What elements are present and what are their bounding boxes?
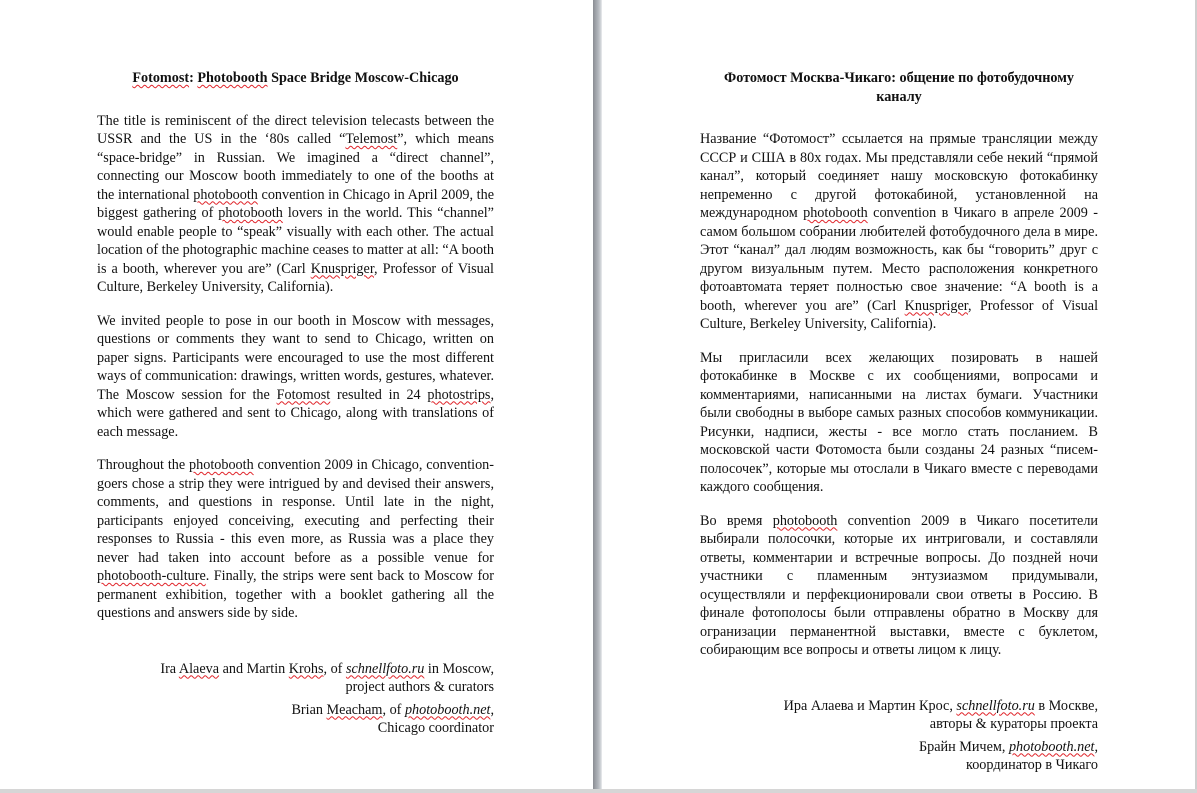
text: Ира Алаева и Мартин Крос, (783, 697, 957, 714)
paragraph-1 (97, 112, 494, 297)
spellcheck-word: photobooth (189, 457, 254, 473)
spellcheck-word: Meacham (326, 701, 383, 718)
credit-role: project authors & curators (345, 679, 494, 695)
text: , Professor of Visual Culture, Berkeley University, California). (700, 297, 1099, 332)
left-page-content (97, 69, 494, 742)
spellcheck-word: Knuspriger (904, 297, 968, 314)
credit-role: координатор в Чикаго (966, 757, 1098, 773)
text: Брайн Мичем, (918, 738, 1009, 755)
title-text: : (189, 70, 198, 86)
window-bottom-edge (0, 789, 1197, 793)
text: We invited people to pose in our booth in Moscow with messages, questions or comments they want to send to Chicago, written on paper signs. Participants were encouraged to use the most different ways of communication: drawings, written words, gestures, whatever. The Moscow session for the (97, 312, 494, 403)
text: Brian (291, 701, 327, 718)
right-page-russian (602, 0, 1195, 790)
paragraph-2 (700, 349, 1098, 497)
website-name: schnellfoto.ru (956, 697, 1035, 714)
russian-title: Фотомост Москва-Чикаго: общение по фотобудочному каналу (724, 70, 1074, 105)
credit-coordinator (97, 701, 494, 738)
credits (97, 660, 494, 738)
text: , (490, 701, 494, 718)
credit-line (700, 738, 1098, 757)
text: Мы пригласили всех желающих позировать в нашей фотокабинке в Москве с их сообщениями, вопросами и комментариями, написанными на листах бумаги. Участники были свободны в выборе самых разных способов коммуникации. Рисунки, надписи, жесты - все могло стать посланием. В московской части Фотомоста были созданы 24 разных “писем-полосочек”, которые мы отослали в Чикаго вместе с переводами каждого сообщения. (700, 349, 1098, 495)
text: Название “Фотомост” ссылается на прямые трансляции между СССР и США в 80х годах. Мы представляли себе некий “прямой канал”, который соединяет нашу московскую фотокабинку непременно с другой фотокабиной, установленной на международном (700, 131, 1098, 221)
website-name: photobooth.net (1008, 738, 1095, 755)
text: convention in Chicago in April 2009, the biggest gathering of (97, 186, 494, 221)
credit-role: авторы & кураторы проекта (929, 716, 1098, 732)
spellcheck-word: photobooth (218, 205, 283, 221)
title-text: Space Bridge Moscow-Chicago (267, 70, 459, 86)
text: , Professor of Visual Culture, Berkeley University, California). (97, 260, 494, 295)
text: convention 2009 in Chicago, convention-goers chose a strip they were intrigued by and devised their answers, comments, and questions in response. Until late in the night, participants enjoyed conceiving, executing and perfecting their responses to Russia - this even more, as Russia was a place they never had taken into account before as a possible venue for (97, 457, 494, 566)
text: resulted in 24 (330, 386, 428, 403)
text: in Moscow, (424, 660, 494, 677)
text: The title is reminiscent of the direct television telecasts between the USSR and the US in the ‘80s called “ (97, 112, 494, 147)
text: convention в Чикаго в апреле 2009 - самом большом собрании любителей фотобудочного дела в мире. Этот “канал” дал людям возможность, как бы “говорить” друг с другом визуальным путем. Место расположения конкретного фотоавтомата теряет полностью свое значение: “A booth is a booth, wherever you are” (Carl (700, 205, 1099, 314)
paragraph-2 (97, 312, 494, 442)
credit-coordinator (700, 738, 1098, 775)
text: convention 2009 в Чикаго посетители выбирали полосочки, которые их интриговали, и составляли ответы, комментарии и встречные вопросы. До поздней ночи участники с пламенным энтузиазмом придумывали, осуществляли и перфекционировали свои ответы в Россию. В финале фотополосы были отправлены обратно в Москву для огранизации перманентной выставки, вместе с буклетом, собирающим все вопросы и ответы лицом к лицу. (700, 512, 1098, 658)
text: , (1094, 738, 1098, 755)
website-name: schnellfoto.ru (345, 660, 425, 677)
spellcheck-word: photostrips (427, 386, 491, 403)
website-name: photobooth.net (404, 701, 491, 718)
credit-curators (700, 697, 1098, 734)
credit-line (97, 701, 494, 720)
left-page-english (0, 0, 593, 790)
spellcheck-word: Krohs (288, 660, 324, 677)
text: Throughout the (97, 457, 190, 473)
paragraph-3 (97, 456, 494, 623)
spellcheck-word: photobooth (803, 205, 868, 221)
page-divider (593, 0, 602, 793)
text: ”, which means “space-bridge” in Russian. We imagined a “direct channel”, connecting our Moscow booth immediately to one of the booths at the international (97, 131, 494, 203)
credits (700, 697, 1098, 775)
spellcheck-word: photobooth (193, 186, 258, 203)
spellcheck-word: Telemost (345, 131, 398, 147)
text: . Finally, the strips were sent back to Moscow for permanent exhibition, together with a booklet gathering all the questions and answers side by side. (97, 568, 494, 621)
text: , of (323, 660, 346, 677)
spellcheck-word: Fotomost (132, 70, 190, 86)
credit-line (700, 697, 1098, 716)
right-page-content (700, 69, 1098, 779)
spellcheck-word: Fotomost (276, 386, 331, 403)
spellcheck-word: Knuspriger (310, 260, 374, 277)
text: , which were gathered and sent to Chicago, along with translations of each message. (97, 386, 494, 440)
text: в Москве, (1034, 697, 1098, 714)
text: Ira (160, 660, 179, 677)
credit-curators (97, 660, 494, 697)
credit-line (97, 660, 494, 679)
paragraph-3 (700, 512, 1098, 660)
text: lovers in the world. This “channel” would enable people to “speak” visually with each other. The actual location of the photographic machine ceases to matter at all: “A booth is a booth, wherever you are” (Carl (97, 205, 494, 277)
text: , of (382, 701, 405, 718)
spellcheck-word: Alaeva (178, 660, 220, 677)
text: and Martin (219, 660, 289, 677)
spellcheck-word: photobooth-culture (97, 568, 206, 584)
text: Во время (700, 512, 773, 529)
paragraph-1 (700, 130, 1098, 334)
spellcheck-word: Photobooth (197, 70, 268, 86)
credit-role: Chicago coordinator (377, 720, 494, 736)
english-title (97, 69, 494, 88)
spellcheck-word: photobooth (772, 512, 838, 529)
